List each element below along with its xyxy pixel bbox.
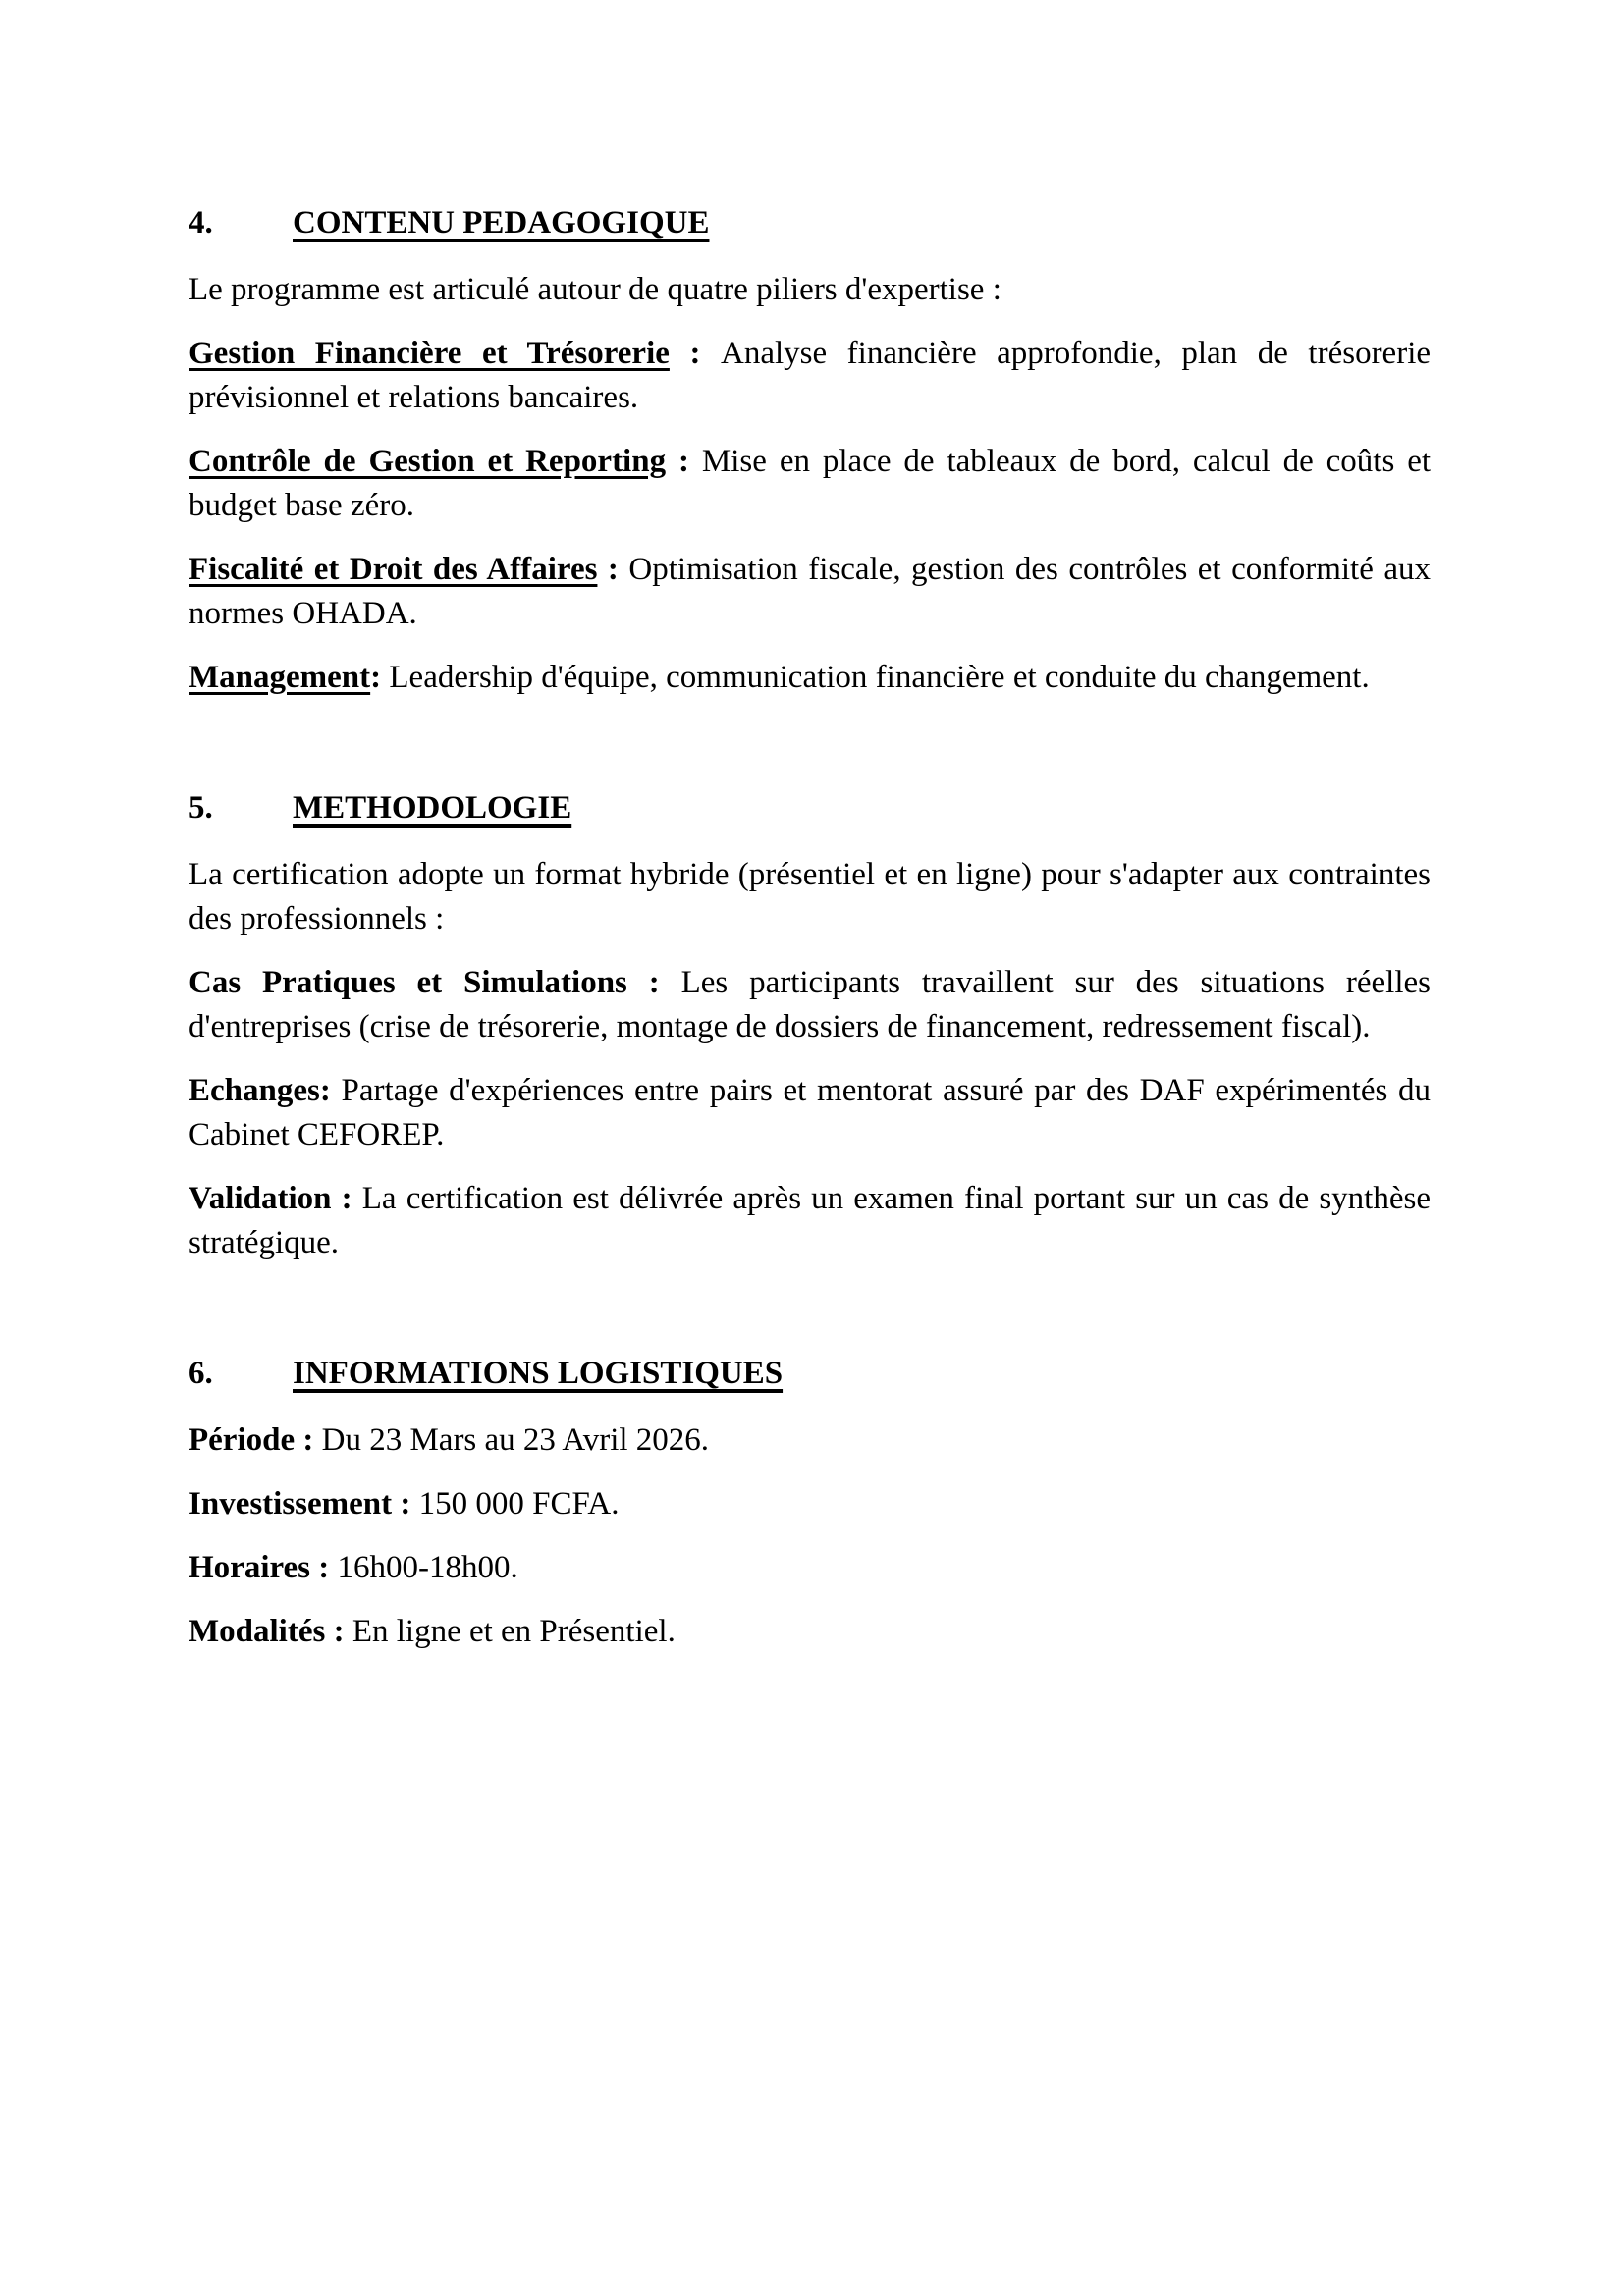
paragraph-body: Leadership d'équipe, communication financière et conduite du changement. bbox=[389, 660, 1370, 695]
paragraph bbox=[189, 1482, 1431, 1526]
paragraph-separator: : bbox=[319, 1073, 342, 1108]
paragraph-body: 150 000 FCFA. bbox=[418, 1486, 620, 1522]
paragraph-lead: Contrôle de Gestion et Reporting bbox=[189, 444, 667, 479]
paragraph-body: Optimisation fiscale, gestion des contrôles et conformité aux normes OHADA. bbox=[189, 552, 1431, 631]
paragraph-lead: Echanges bbox=[189, 1073, 320, 1108]
paragraph bbox=[189, 1546, 1431, 1590]
section-heading bbox=[189, 786, 1431, 830]
paragraph-separator: : bbox=[325, 1614, 352, 1649]
paragraph-lead: Management bbox=[189, 660, 371, 695]
paragraph-body: En ligne et en Présentiel. bbox=[352, 1614, 676, 1649]
paragraph-lead: Modalités bbox=[189, 1614, 326, 1649]
paragraph-body: 16h00-18h00. bbox=[337, 1550, 518, 1585]
paragraph-separator: : bbox=[295, 1422, 322, 1458]
paragraph-body: Mise en place de tableaux de bord, calcul de coûts et budget base zéro. bbox=[189, 444, 1432, 523]
paragraph-lead: Fiscalité et Droit des Affaires bbox=[189, 552, 598, 587]
paragraph bbox=[189, 548, 1431, 636]
paragraph bbox=[189, 1418, 1431, 1463]
paragraph-body: Partage d'expériences entre pairs et mentorat assuré par des DAF expérimentés du Cabinet CEFOREP. bbox=[189, 1073, 1431, 1152]
paragraph-lead: Période bbox=[189, 1422, 296, 1458]
section-intro bbox=[189, 268, 1431, 312]
paragraph bbox=[189, 656, 1431, 700]
paragraph bbox=[189, 1069, 1431, 1157]
section-heading bbox=[189, 1352, 1431, 1396]
paragraph-lead: Gestion Financière et Trésorerie bbox=[189, 336, 670, 371]
heading-number: 6. bbox=[189, 1356, 213, 1391]
paragraph-lead: Cas Pratiques et Simulations bbox=[189, 965, 627, 1000]
paragraph-separator: : bbox=[669, 336, 721, 371]
paragraph-lead: Validation bbox=[189, 1181, 332, 1216]
paragraph-separator: : bbox=[666, 444, 702, 479]
intro-text: La certification adopte un format hybride (présentiel et en ligne) pour s'adapter aux contraintes des professionnels : bbox=[189, 857, 1431, 936]
paragraph bbox=[189, 961, 1431, 1049]
heading-number: 4. bbox=[189, 205, 213, 240]
heading-title: CONTENU PEDAGOGIQUE bbox=[293, 205, 710, 240]
heading-title: INFORMATIONS LOGISTIQUES bbox=[293, 1356, 784, 1391]
paragraph-separator: : bbox=[392, 1486, 419, 1522]
paragraph-lead: Horaires bbox=[189, 1550, 311, 1585]
paragraph-separator: : bbox=[597, 552, 629, 587]
paragraph bbox=[189, 332, 1431, 420]
paragraph bbox=[189, 1610, 1431, 1654]
intro-text: Le programme est articulé autour de quatre piliers d'expertise : bbox=[189, 272, 1001, 307]
section-intro bbox=[189, 853, 1431, 941]
paragraph-lead: Investissement bbox=[189, 1486, 393, 1522]
heading-number: 5. bbox=[189, 790, 213, 826]
paragraph bbox=[189, 1177, 1431, 1265]
paragraph-separator: : bbox=[370, 660, 390, 695]
paragraph-body: Du 23 Mars au 23 Avril 2026. bbox=[321, 1422, 710, 1458]
section-heading bbox=[189, 201, 1431, 245]
heading-title: METHODOLOGIE bbox=[293, 790, 572, 826]
paragraph-body: Analyse financière approfondie, plan de trésorerie prévisionnel et relations bancaires. bbox=[189, 336, 1432, 415]
paragraph-body: Les participants travaillent sur des situations réelles d'entreprises (crise de trésorerie, montage de dossiers de financement, redressement fiscal). bbox=[189, 965, 1431, 1044]
paragraph-separator: : bbox=[310, 1550, 338, 1585]
paragraph-separator: : bbox=[626, 965, 681, 1000]
paragraph bbox=[189, 440, 1431, 528]
paragraph-separator: : bbox=[331, 1181, 362, 1216]
paragraph-body: La certification est délivrée après un examen final portant sur un cas de synthèse stratégique. bbox=[189, 1181, 1431, 1260]
